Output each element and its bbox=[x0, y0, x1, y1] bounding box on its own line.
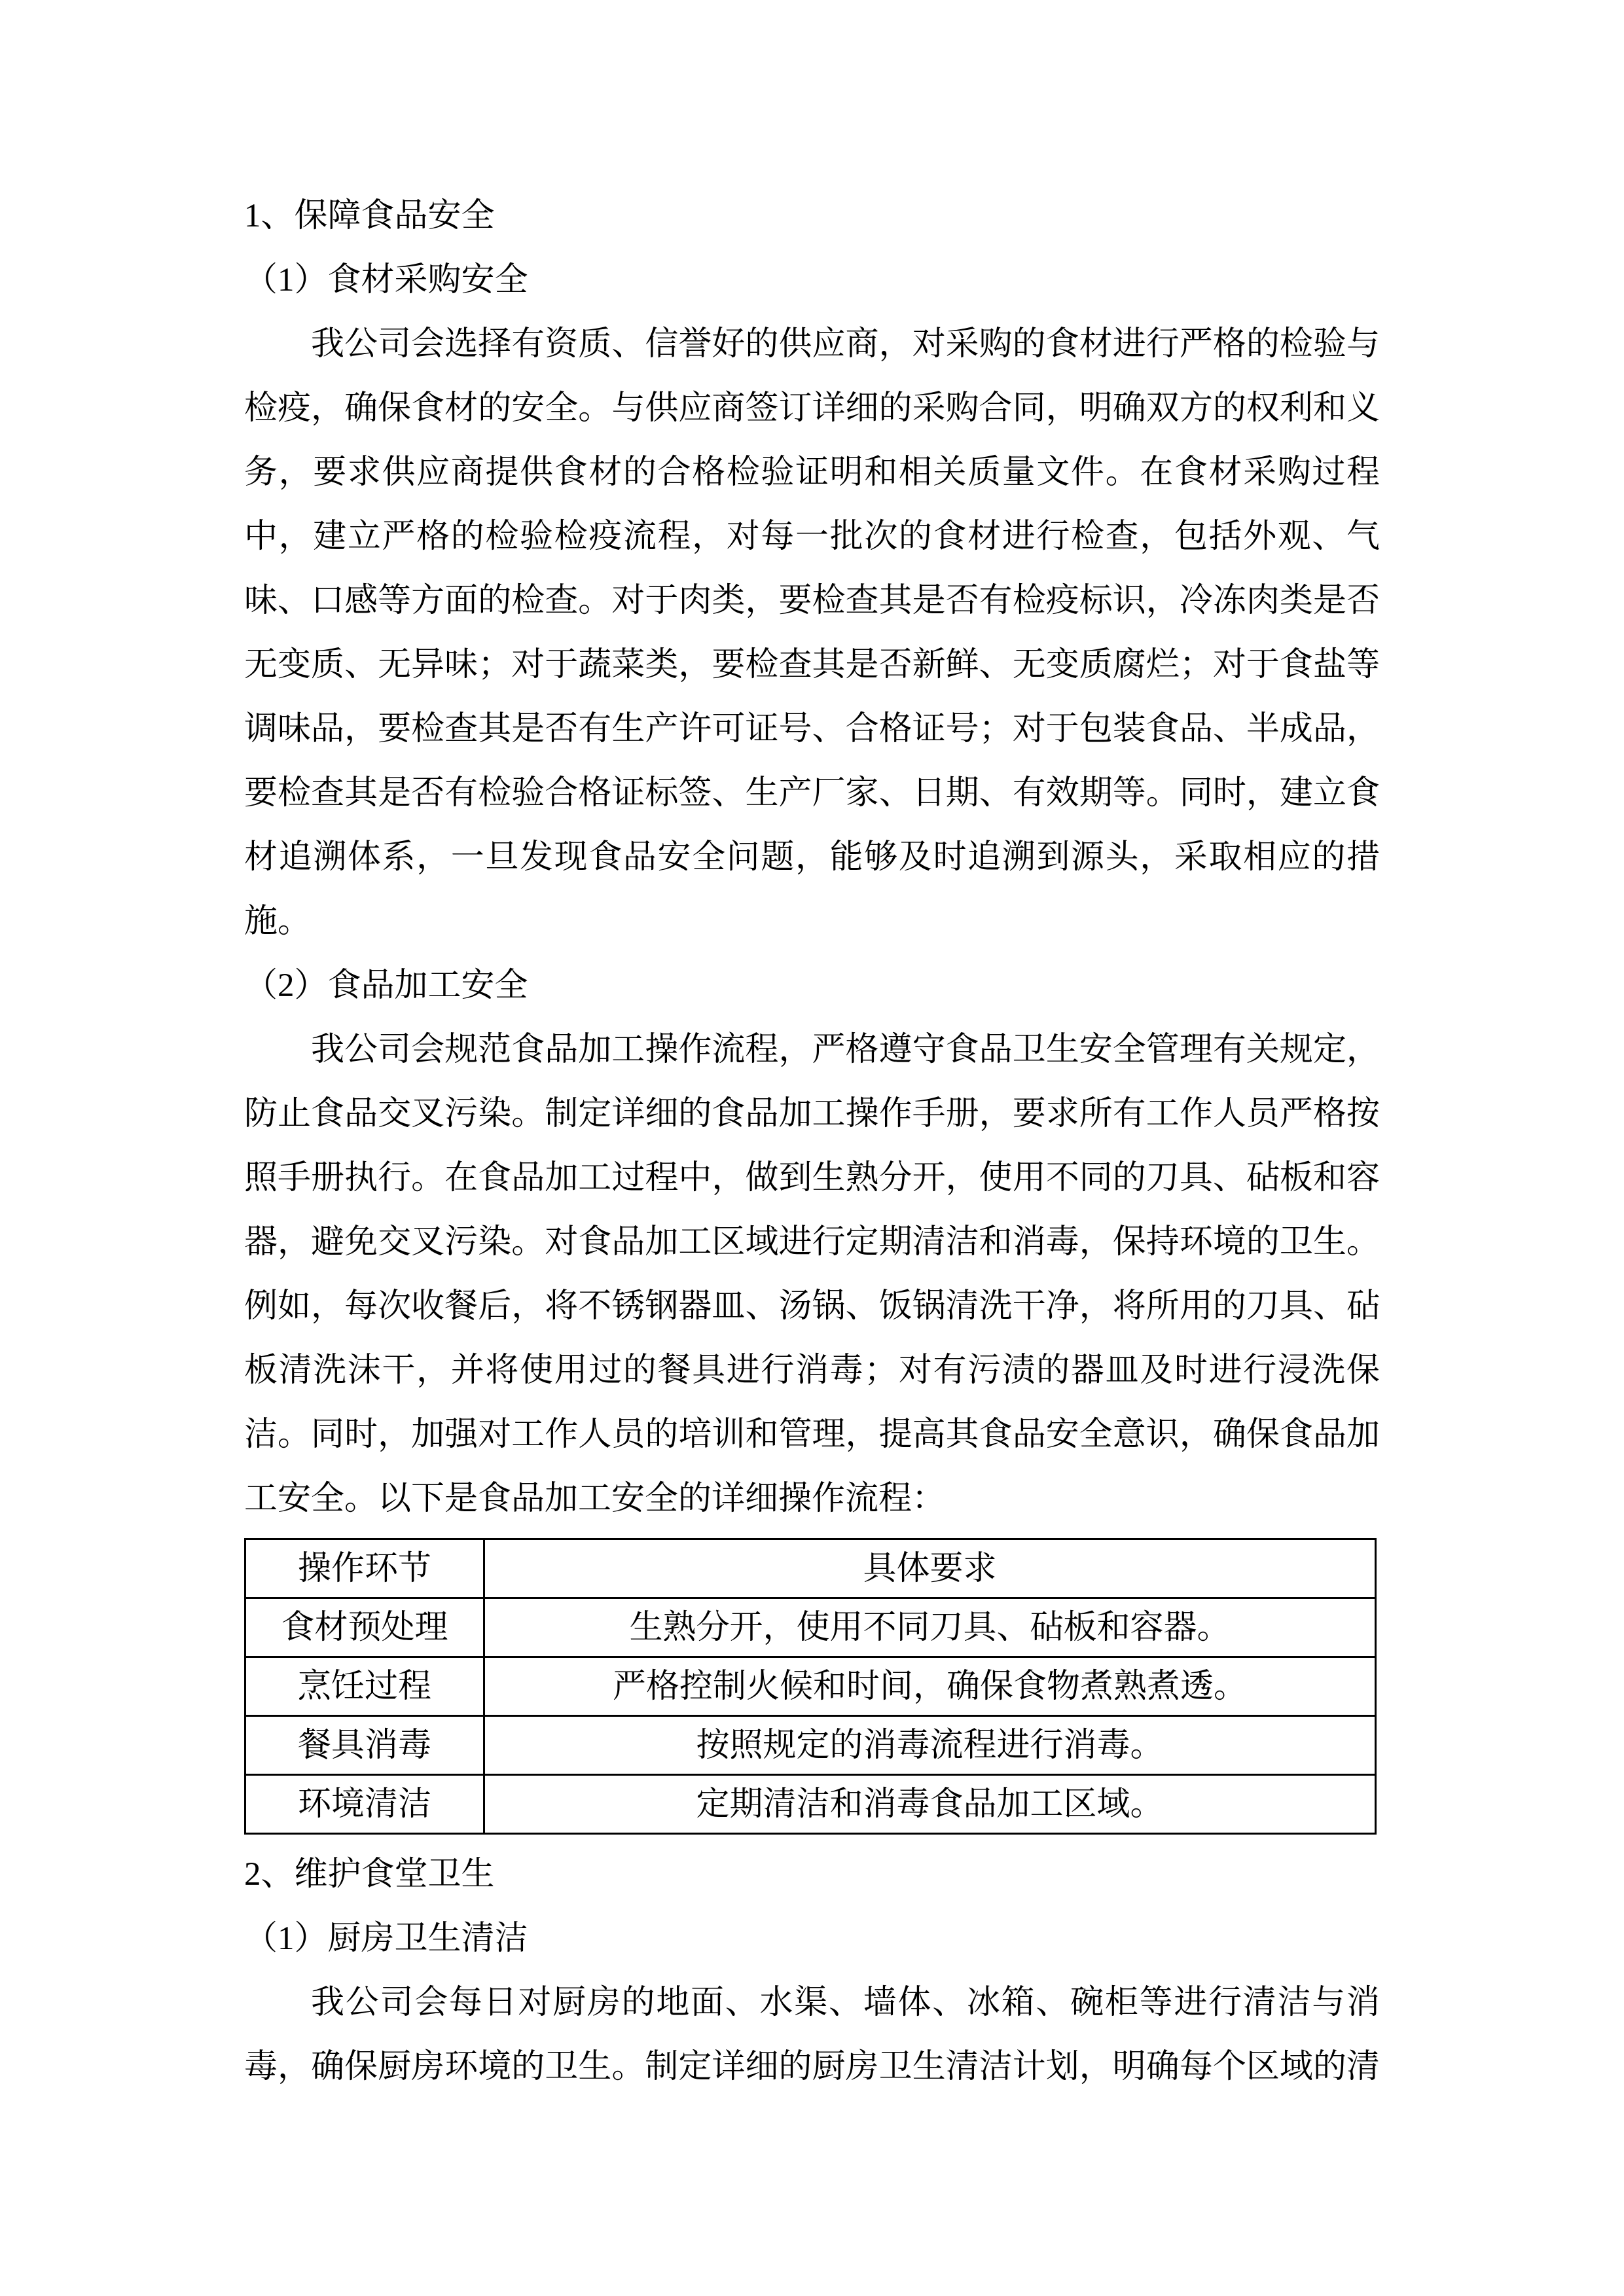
document-content bbox=[244, 184, 1380, 2099]
table-cell-requirement: 生熟分开，使用不同刀具、砧板和容器。 bbox=[484, 1598, 1376, 1657]
table-cell-step: 餐具消毒 bbox=[245, 1716, 484, 1775]
section-heading: 2、维护食堂卫生 bbox=[244, 1856, 495, 1893]
table-cell-requirement: 定期清洁和消毒食品加工区域。 bbox=[484, 1775, 1376, 1834]
table-row bbox=[245, 1716, 1376, 1775]
subsection-heading: （2）食品加工安全 bbox=[244, 967, 528, 1004]
text-line: 照手册执行。在食品加工过程中，做到生熟分开，使用不同的刀具、砧板和容 bbox=[244, 1160, 1380, 1196]
table-header-row bbox=[245, 1539, 1376, 1598]
text-line: 调味品，要检查其是否有生产许可证号、合格证号；对于包装食品、半成品， bbox=[244, 711, 1380, 747]
text-line: 务，要求供应商提供食材的合格检验证明和相关质量文件。在食材采购过程 bbox=[244, 454, 1380, 491]
text-line: 我公司会每日对厨房的地面、水渠、墙体、冰箱、碗柜等进行清洁与消 bbox=[311, 1984, 1380, 2021]
text-line: 防止食品交叉污染。制定详细的食品加工操作手册，要求所有工作人员严格按 bbox=[244, 1096, 1380, 1132]
text-line: 味、口感等方面的检查。对于肉类，要检查其是否有检疫标识，冷冻肉类是否 bbox=[244, 583, 1380, 619]
text-line: 要检查其是否有检验合格证标签、生产厂家、日期、有效期等。同时，建立食 bbox=[244, 775, 1380, 812]
text-line: 例如，每次收餐后，将不锈钢器皿、汤锅、饭锅清洗干净，将所用的刀具、砧 bbox=[244, 1288, 1380, 1325]
table-row bbox=[245, 1657, 1376, 1716]
table-row bbox=[245, 1775, 1376, 1834]
table-row bbox=[245, 1598, 1376, 1657]
text-line: 工安全。以下是食品加工安全的详细操作流程： bbox=[244, 1480, 946, 1517]
table-cell-requirement: 严格控制火候和时间，确保食物煮熟煮透。 bbox=[484, 1657, 1376, 1716]
text-line: 中，建立严格的检验检疫流程，对每一批次的食材进行检查，包括外观、气 bbox=[244, 518, 1380, 555]
table-cell-step: 烹饪过程 bbox=[245, 1657, 484, 1716]
operation-process-table bbox=[244, 1538, 1377, 1835]
text-line: 我公司会规范食品加工操作流程，严格遵守食品卫生安全管理有关规定， bbox=[311, 1031, 1380, 1068]
text-line: 器，避免交叉污染。对食品加工区域进行定期清洁和消毒，保持环境的卫生。 bbox=[244, 1224, 1380, 1261]
subsection-heading: （1）食材采购安全 bbox=[244, 262, 528, 298]
text-line: 我公司会选择有资质、信誉好的供应商，对采购的食材进行严格的检验与 bbox=[311, 326, 1380, 363]
table-cell-step: 食材预处理 bbox=[245, 1598, 484, 1657]
subsection-heading: （1）厨房卫生清洁 bbox=[244, 1920, 528, 1957]
text-line: 洁。同时，加强对工作人员的培训和管理，提高其食品安全意识，确保食品加 bbox=[244, 1416, 1380, 1453]
text-line: 检疫，确保食材的安全。与供应商签订详细的采购合同，明确双方的权利和义 bbox=[244, 390, 1380, 427]
table-cell-step: 环境清洁 bbox=[245, 1775, 484, 1834]
section-heading: 1、保障食品安全 bbox=[244, 198, 495, 234]
text-line: 毒，确保厨房环境的卫生。制定详细的厨房卫生清洁计划，明确每个区域的清 bbox=[244, 2049, 1380, 2085]
table-header-requirement: 具体要求 bbox=[484, 1539, 1376, 1598]
text-line: 无变质、无异味；对于蔬菜类，要检查其是否新鲜、无变质腐烂；对于食盐等 bbox=[244, 647, 1380, 683]
table-cell-requirement: 按照规定的消毒流程进行消毒。 bbox=[484, 1716, 1376, 1775]
text-line: 施。 bbox=[244, 903, 312, 940]
table-header-step: 操作环节 bbox=[245, 1539, 484, 1598]
text-line: 板清洗沫干，并将使用过的餐具进行消毒；对有污渍的器皿及时进行浸洗保 bbox=[244, 1352, 1380, 1389]
text-line: 材追溯体系，一旦发现食品安全问题，能够及时追溯到源头，采取相应的措 bbox=[244, 839, 1380, 876]
